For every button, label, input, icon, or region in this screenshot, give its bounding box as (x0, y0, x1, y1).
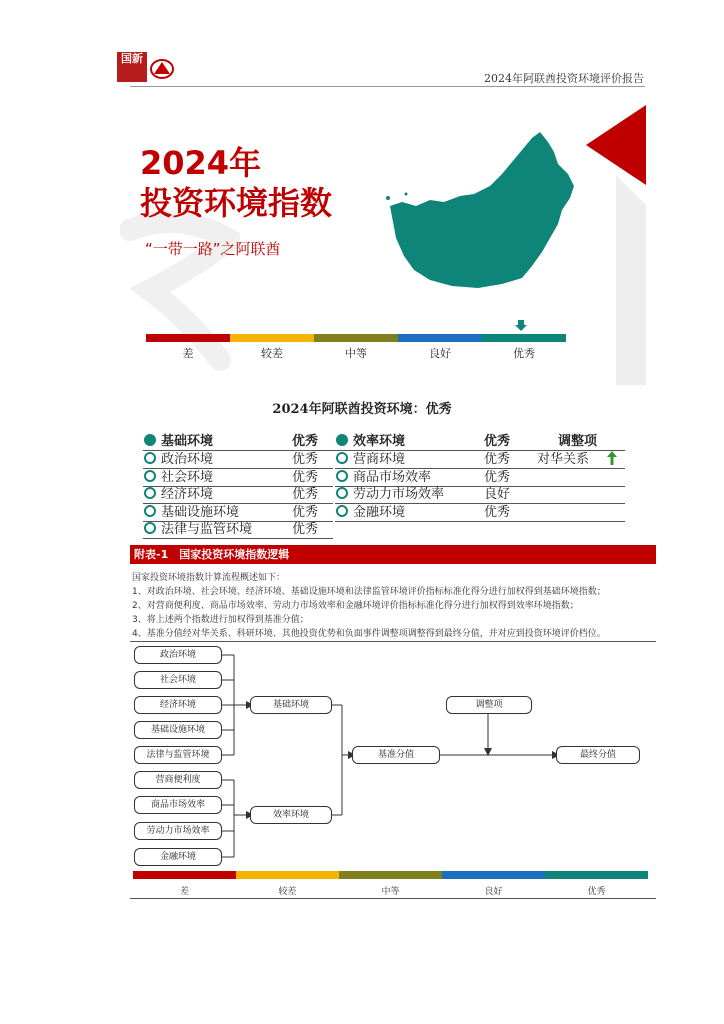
flow-final-score: 最终分值 (556, 746, 640, 764)
adjust-header: 调整项 (558, 434, 598, 449)
flow-base-score: 基准分值 (352, 746, 440, 764)
flow-basic-input-1: 政治环境 (134, 646, 222, 664)
basic-env-header: 基础环境 (144, 433, 213, 450)
bottom-scale-label-1: 差 (179, 887, 189, 897)
appendix-step-2: 2、对营商便利度、商品市场效率、劳动力市场效率和金融环境评价指标标准化得分进行加权得到效率环境指数； (132, 601, 579, 611)
basic-item-rating-2: 优秀 (292, 469, 319, 485)
flow-efficiency-input-3: 劳动力市场效率 (134, 822, 222, 840)
report-title: 2024年阿联酋投资环境评价报告 (484, 72, 644, 85)
bottom-scale-label-5: 优秀 (587, 887, 606, 897)
efficiency-env-header: 效率环境 (336, 433, 405, 450)
basic-item-rating-5: 优秀 (292, 522, 319, 537)
scale-label-2: 较差 (261, 347, 283, 360)
efficiency-env-rating: 优秀 (484, 434, 511, 449)
appendix-step-3: 3、将上述两个指数进行加权得到基准分值； (132, 615, 309, 625)
bottom-scale-label-3: 中等 (381, 887, 400, 897)
basic-env-rating: 优秀 (292, 434, 319, 449)
basic-item-3: 经济环境 (144, 486, 213, 503)
basic-item-1: 政治环境 (144, 451, 213, 468)
evaluation-heading: 2024年阿联酋投资环境：优秀 (272, 402, 452, 417)
efficiency-item-rating-2: 优秀 (484, 469, 511, 485)
cover-subtitle: “一带一路”之阿联酋 (145, 240, 281, 258)
flow-basic-input-3: 经济环境 (134, 696, 222, 714)
flow-efficiency-input-4: 金融环境 (134, 848, 222, 866)
flow-efficiency-input-2: 商品市场效率 (134, 796, 222, 814)
efficiency-item-rating-3: 良好 (484, 487, 511, 502)
efficiency-item-4: 金融环境 (336, 504, 405, 521)
efficiency-item-1: 营商环境 (336, 451, 405, 468)
scale-label-5: 优秀 (513, 347, 535, 360)
bottom-scale-bar-4 (442, 871, 545, 879)
flow-efficiency-input-1: 营商便利度 (134, 771, 222, 789)
appendix-step-1: 1、对政治环境、社会环境、经济环境、基础设施环境和法律监管环境评价指标标准化得分进行加权得到基础环境指数； (132, 587, 606, 597)
flow-adjust: 调整项 (446, 696, 532, 714)
appendix-title-bar: 附表-1 国家投资环境指数逻辑 (130, 545, 656, 564)
bottom-scale-bar-1 (133, 871, 236, 879)
efficiency-item-3: 劳动力市场效率 (336, 486, 444, 503)
bottom-scale-bar-3 (339, 871, 442, 879)
appendix-intro: 国家投资环境指数计算流程概述如下： (132, 573, 286, 583)
cover-title: 投资环境指数 (140, 184, 333, 222)
scale-label-1: 差 (182, 347, 194, 360)
cover-year: 2024年 (140, 144, 262, 182)
flow-efficiency-env: 效率环境 (250, 806, 332, 824)
efficiency-item-rating-1: 优秀 (484, 452, 511, 467)
basic-item-rating-4: 优秀 (292, 504, 319, 520)
logo-badge: 国新 (117, 52, 147, 82)
bottom-scale-bar-2 (236, 871, 339, 879)
adjust-item: 对华关系 (537, 451, 617, 468)
basic-item-4: 基础设施环境 (144, 504, 239, 521)
basic-item-2: 社会环境 (144, 469, 213, 486)
scale-label-3: 中等 (345, 347, 367, 360)
bottom-scale-bar-5 (545, 871, 648, 879)
basic-item-5: 法律与监管环境 (144, 521, 252, 538)
scale-label-4: 良好 (429, 347, 451, 360)
flow-basic-input-2: 社会环境 (134, 671, 222, 689)
efficiency-item-rating-4: 优秀 (484, 504, 511, 520)
bottom-scale-label-4: 良好 (484, 887, 503, 897)
appendix-step-4: 4、基准分值经对华关系、科研环境、其他投资优势和负面事件调整项调整得到最终分值，并对应到投资环境评价档位。 (132, 629, 606, 639)
basic-item-rating-3: 优秀 (292, 487, 319, 502)
flow-basic-input-4: 基础设施环境 (134, 721, 222, 739)
basic-item-rating-1: 优秀 (292, 452, 319, 467)
bottom-scale-label-2: 较差 (278, 887, 297, 897)
flow-basic-input-5: 法律与监管环境 (134, 746, 222, 764)
flow-basic-env: 基础环境 (250, 696, 332, 714)
efficiency-item-2: 商品市场效率 (336, 469, 431, 486)
